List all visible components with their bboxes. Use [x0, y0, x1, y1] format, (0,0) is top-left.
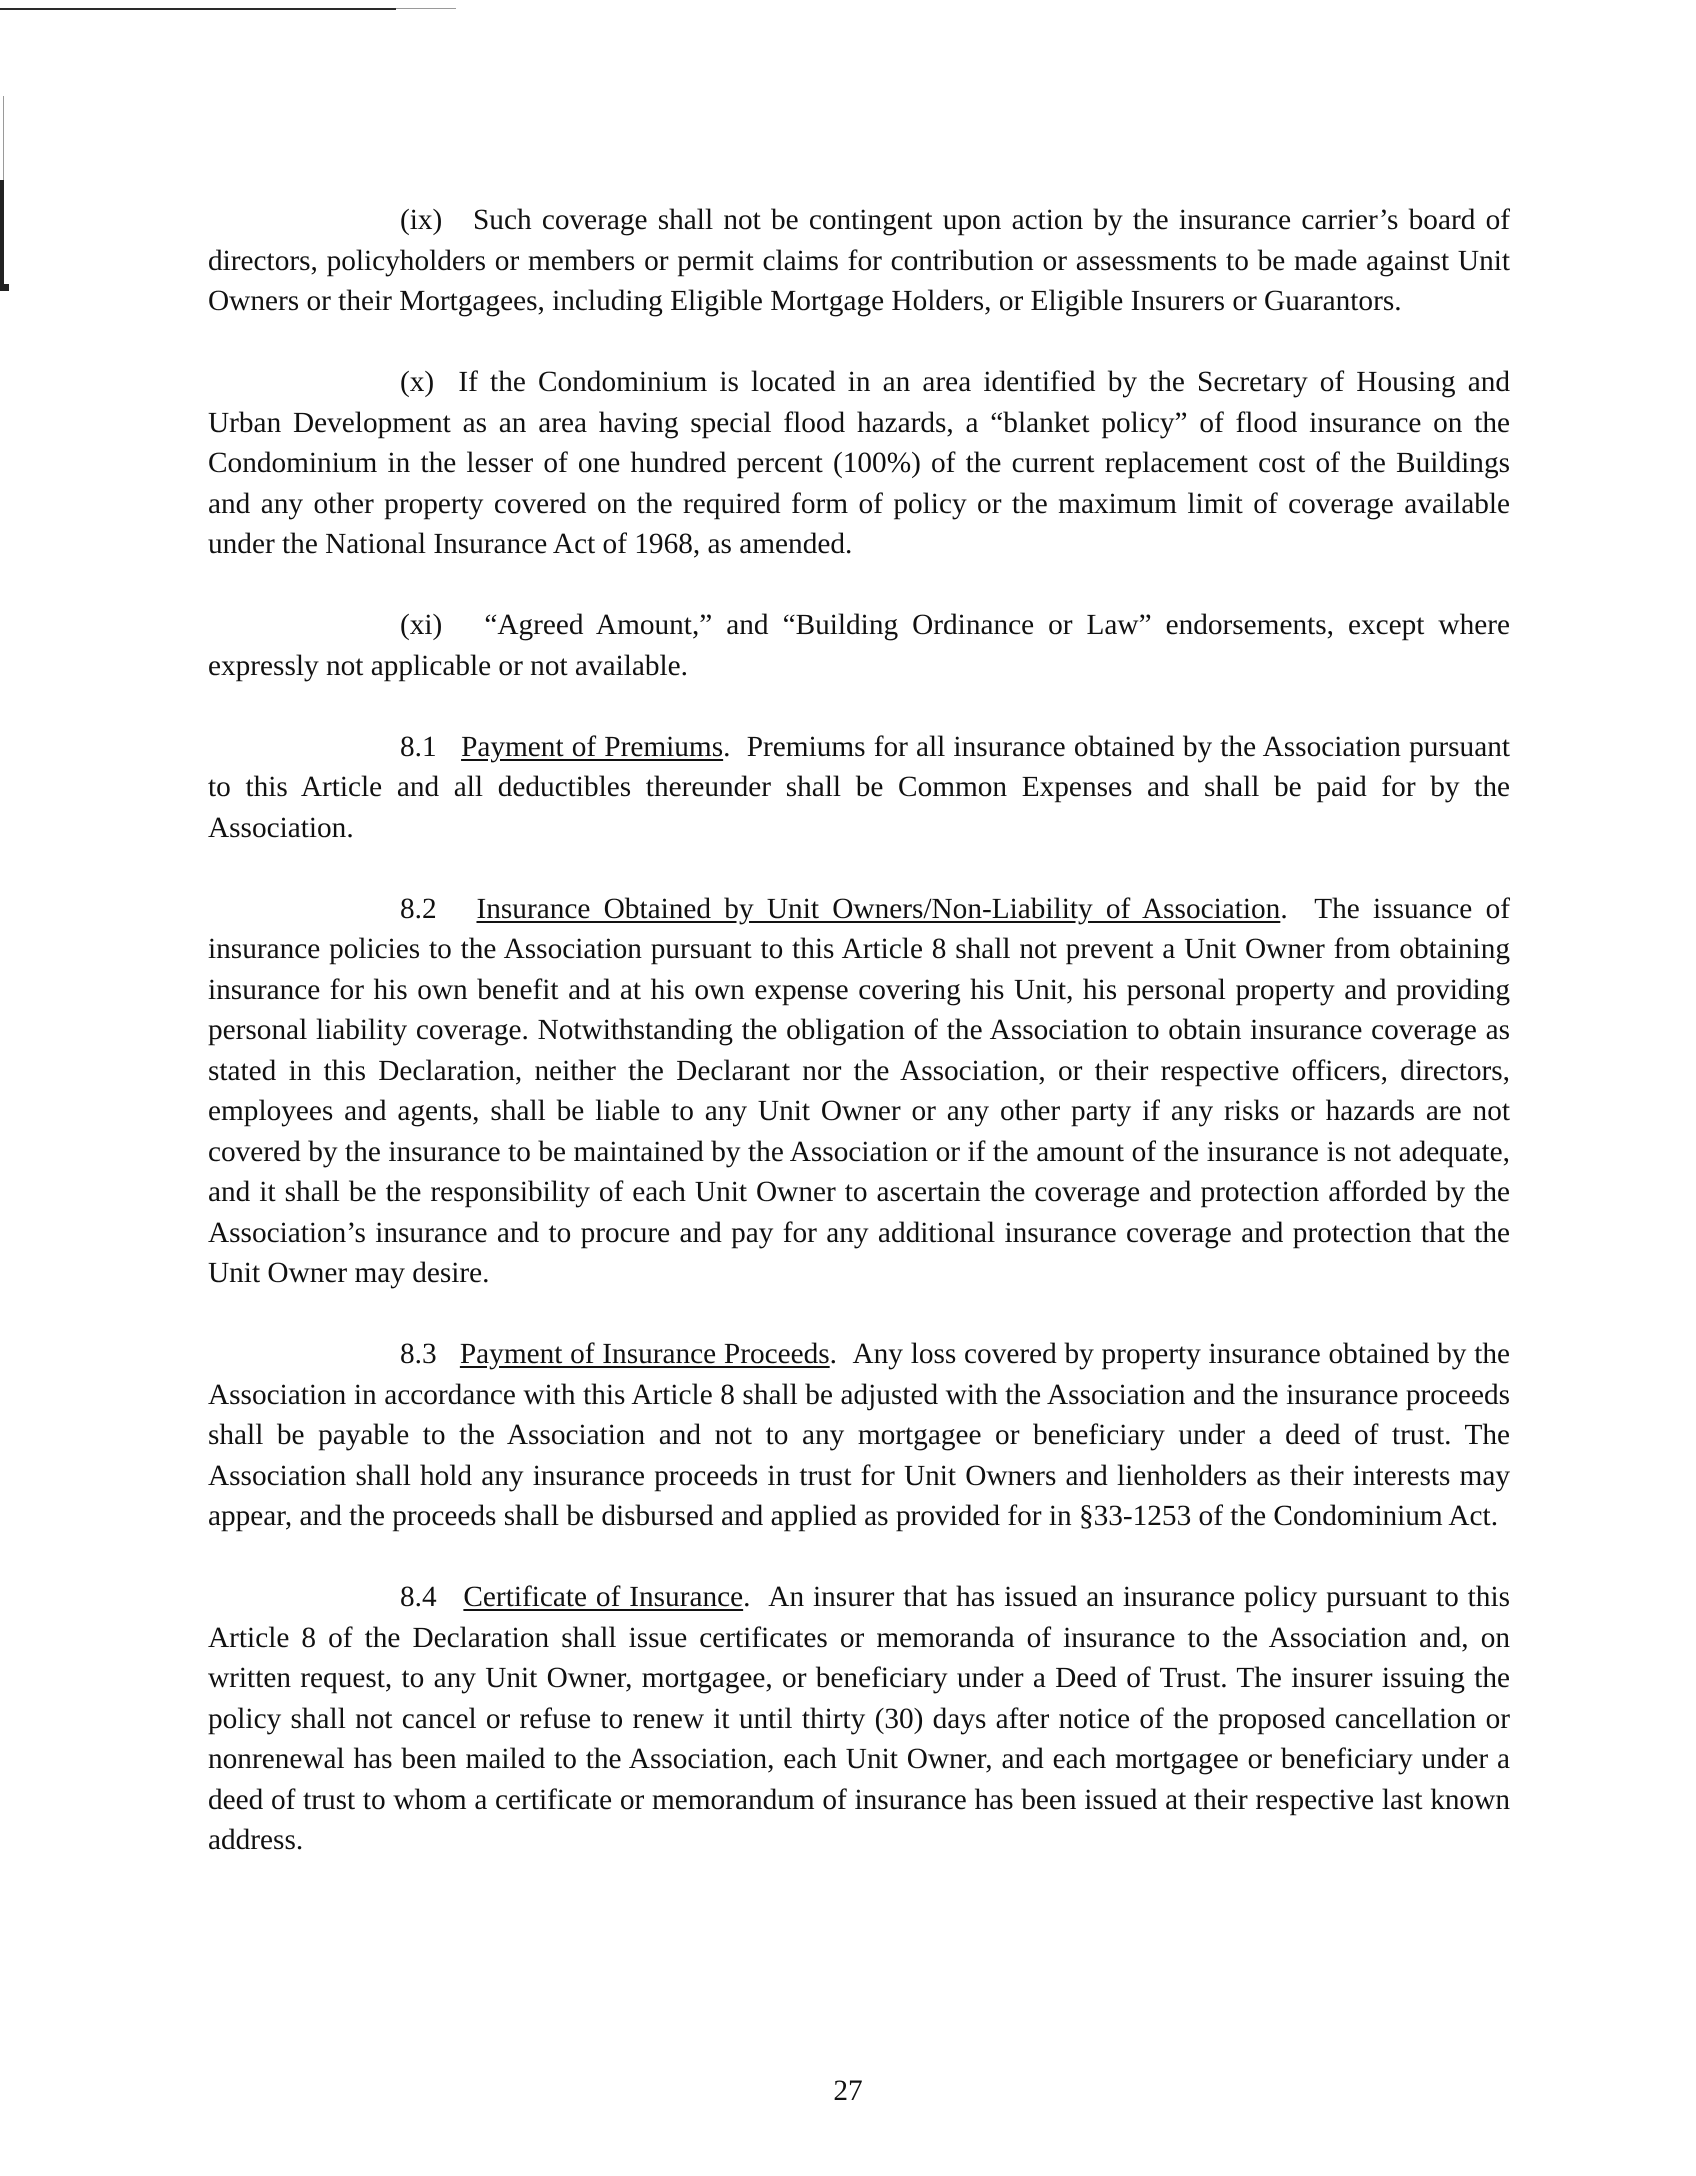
section-heading: Certificate of Insurance — [463, 1581, 744, 1613]
section-8-1: 8.1 Payment of Premiums. Premiums for all insurance obtained by the Association pursuant to this Article and all deductibles thereunder shall be Common Expenses and shall be paid for by the Association. — [208, 727, 1510, 849]
paragraph-text: “Agreed Amount,” and “Building Ordinance or Law” endorsements, except where expressly not applicable or not available. — [208, 609, 1510, 682]
section-number: 8.2 — [400, 892, 437, 925]
scan-top-rule — [0, 8, 396, 10]
section-8-2: 8.2 Insurance Obtained by Unit Owners/Non-Liability of Association. The issuance of insurance policies to the Association pursuant to this Article 8 shall not prevent a Unit Owner from obtaining insurance for his own benefit and at his own expense covering his Unit, his personal property and providing personal liability coverage. Notwithstanding the obligation of the Association to obtain insurance coverage as stated in this Declaration, neither the Declarant nor the Association, or their respective officers, directors, employees and agents, shall be liable to any Unit Owner or any other party if any risks or hazards are not covered by the insurance to be maintained by the Association or if the amount of the insurance is not adequate, and it shall be the responsibility of each Unit Owner to ascertain the coverage and protection afforded by the Association’s insurance and to procure and pay for any additional insurance coverage and protection that the Unit Owner may desire. — [208, 889, 1510, 1294]
section-number: 8.3 — [400, 1338, 437, 1370]
paragraph-text: Such coverage shall not be contingent upon action by the insurance carrier’s board of directors, policyholders or members or permit claims for contribution or assessments to be made against Unit Owners or their Mortgagees, including Eligible Mortgage Holders, or Eligible Insurers or Guarantors. — [208, 204, 1510, 317]
paragraph-x — [208, 362, 1510, 565]
section-heading: Payment of Insurance Proceeds — [459, 1338, 830, 1370]
paragraph-number: (ix) — [400, 204, 443, 236]
section-number: 8.1 — [400, 730, 437, 763]
section-text: Any loss covered by property insurance obtained by the Association in accordance with this Article 8 shall be adjusted with the Association and the insurance proceeds shall be payable to the Association and not to any mortgagee or beneficiary under a deed of trust. The Association shall hold any insurance proceeds in trust for Unit Owners and lienholders as their interests may appear, and the proceeds shall be disbursed and applied as provided for in §33-1253 of the Condominium Act. — [208, 1338, 1510, 1532]
paragraph-xi — [208, 605, 1510, 686]
section-text: Premiums for all insurance obtained by the Association pursuant to this Article and all deductibles thereunder shall be Common Expenses and shall be paid for by the Association. — [208, 730, 1510, 844]
scan-left-edge-tick — [0, 284, 9, 291]
section-8-3: 8.3 Payment of Insurance Proceeds. Any loss covered by property insurance obtained by the Association in accordance with this Article 8 shall be adjusted with the Association and the insurance proceeds shall be payable to the Association and not to any mortgagee or beneficiary under a deed of trust. The Association shall hold any insurance proceeds in trust for Unit Owners and lienholders as their interests may appear, and the proceeds shall be disbursed and applied as provided for in §33-1253 of the Condominium Act. — [208, 1334, 1510, 1537]
page-number: 27 — [833, 2075, 863, 2107]
scan-left-edge-bar — [0, 180, 4, 290]
section-heading: Payment of Premiums — [461, 730, 724, 763]
section-text: An insurer that has issued an insurance policy pursuant to this Article 8 of the Declaration shall issue certificates or memoranda of insurance to the Association and, on written request, to any Unit Owner, mortgagee, or beneficiary under a Deed of Trust. The insurer issuing the policy shall not cancel or refuse to renew it until thirty (30) days after notice of the proposed cancellation or nonrenewal has been mailed to the Association, each Unit Owner, and each mortgagee or beneficiary under a deed of trust to whom a certificate or memorandum of insurance has been issued at their respective last known address. — [208, 1581, 1510, 1856]
section-number: 8.4 — [400, 1581, 437, 1613]
section-heading: Insurance Obtained by Unit Owners/Non-Liability of Association — [476, 892, 1281, 925]
scan-top-rule-faint — [396, 8, 456, 9]
document-body — [208, 200, 1510, 1861]
section-text: The issuance of insurance policies to the Association pursuant to this Article 8 shall not prevent a Unit Owner from obtaining insurance for his own benefit and at his own expense covering his Unit, his personal property and providing personal liability coverage. Notwithstanding the obligation of the Association to obtain insurance coverage as stated in this Declaration, neither the Declarant nor the Association, or their respective officers, directors, employees and agents, shall be liable to any Unit Owner or any other party if any risks or hazards are not covered by the insurance to be maintained by the Association or if the amount of the insurance is not adequate, and it shall be the responsibility of each Unit Owner to ascertain the coverage and protection afforded by the Association’s insurance and to procure and pay for any additional insurance coverage and protection that the Unit Owner may desire. — [208, 892, 1510, 1289]
paragraph-ix — [208, 200, 1510, 322]
paragraph-text: If the Condominium is located in an area identified by the Secretary of Housing and Urban Development as an area having special flood hazards, a “blanket policy” of flood insurance on the Condominium in the lesser of one hundred percent (100%) of the current replacement cost of the Buildings and any other property covered on the required form of policy or the maximum limit of coverage available under the National Insurance Act of 1968, as amended. — [208, 366, 1510, 560]
section-8-4: 8.4 Certificate of Insurance. An insurer that has issued an insurance policy pursuant to this Article 8 of the Declaration shall issue certificates or memoranda of insurance to the Association and, on written request, to any Unit Owner, mortgagee, or beneficiary under a Deed of Trust. The insurer issuing the policy shall not cancel or refuse to renew it until thirty (30) days after notice of the proposed cancellation or nonrenewal has been mailed to the Association, each Unit Owner, and each mortgagee or beneficiary under a deed of trust to whom a certificate or memorandum of insurance has been issued at their respective last known address. — [208, 1577, 1510, 1861]
paragraph-number: (x) — [400, 366, 435, 398]
paragraph-number: (xi) — [400, 609, 443, 641]
